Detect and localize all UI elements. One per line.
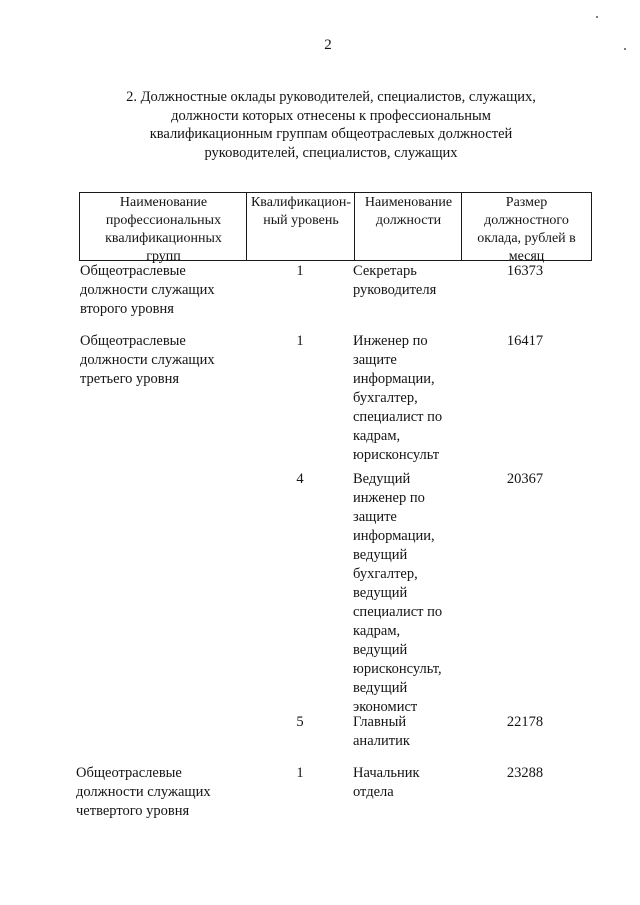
salary-cell: 23288 bbox=[506, 765, 544, 781]
heading-line: руководителей, специалистов, служащих bbox=[204, 144, 458, 161]
header-line: Наименование bbox=[364, 195, 453, 210]
position-line: ведущий bbox=[353, 547, 408, 563]
header-line: Размер bbox=[505, 195, 548, 210]
salary-cell: 22178 bbox=[506, 714, 544, 730]
position-line: специалист по bbox=[353, 604, 443, 620]
position-line: кадрам, bbox=[353, 428, 401, 444]
position-line: Секретарь bbox=[353, 263, 417, 279]
position-line: бухгалтер, bbox=[353, 566, 418, 582]
group-line: третьего уровня bbox=[80, 371, 180, 387]
header-line: должностного bbox=[484, 213, 569, 228]
position-cell bbox=[353, 764, 463, 802]
position-line: информации, bbox=[353, 528, 435, 544]
position-line: ведущий bbox=[353, 642, 408, 658]
salary-cell: 16417 bbox=[506, 333, 544, 349]
group-line: должности служащих bbox=[76, 784, 211, 800]
heading-line: должности которых отнесены к профессиональным bbox=[171, 107, 491, 124]
group-line: второго уровня bbox=[80, 301, 174, 317]
header-qualification-group bbox=[79, 192, 247, 264]
header-qualification-level bbox=[246, 192, 355, 261]
group-line: должности служащих bbox=[80, 282, 215, 298]
header-line: квалификационных bbox=[105, 231, 222, 246]
position-line: инженер по bbox=[353, 490, 425, 506]
position-line: ведущий bbox=[353, 680, 408, 696]
header-line: групп bbox=[146, 249, 181, 264]
level-cell: 1 bbox=[296, 333, 304, 349]
position-line: экономист bbox=[353, 699, 418, 715]
salary-cell: 16373 bbox=[506, 263, 544, 279]
position-line: кадрам, bbox=[353, 623, 401, 639]
position-line: отдела bbox=[353, 784, 394, 800]
group-line: должности служащих bbox=[80, 352, 215, 368]
header-position bbox=[354, 192, 462, 261]
group-line: четвертого уровня bbox=[76, 803, 190, 819]
heading-line: квалификационным группам общеотраслевых должностей bbox=[149, 126, 513, 142]
position-line: юрисконсульт, bbox=[353, 661, 442, 677]
level-cell: 5 bbox=[296, 714, 304, 730]
position-line: аналитик bbox=[353, 733, 410, 749]
header-line: оклада, рублей в bbox=[477, 231, 576, 246]
header-line: Квалификацион- bbox=[250, 195, 352, 210]
group-line: Общеотраслевые bbox=[80, 263, 186, 279]
heading-line: 2. Должностные оклады руководителей, специалистов, служащих, bbox=[126, 89, 536, 105]
level-cell: 1 bbox=[296, 765, 304, 781]
header-salary bbox=[461, 192, 592, 264]
level-cell: 4 bbox=[296, 471, 304, 487]
section-heading bbox=[96, 88, 566, 162]
position-line: специалист по bbox=[353, 409, 443, 425]
header-line: профессиональных bbox=[105, 213, 222, 228]
group-cell bbox=[76, 764, 246, 821]
level-cell: 1 bbox=[296, 263, 304, 279]
position-line: Инженер по bbox=[353, 333, 428, 349]
position-line: бухгалтер, bbox=[353, 390, 418, 406]
position-line: ведущий bbox=[353, 585, 408, 601]
position-line: Главный bbox=[353, 714, 407, 730]
salary-cell: 20367 bbox=[506, 471, 544, 487]
position-line: защите bbox=[353, 352, 397, 368]
scan-speck bbox=[624, 48, 626, 50]
position-line: руководителя bbox=[353, 282, 437, 298]
group-cell bbox=[80, 332, 250, 389]
position-line: защите bbox=[353, 509, 397, 525]
position-cell bbox=[353, 713, 463, 751]
group-line: Общеотраслевые bbox=[80, 333, 186, 349]
header-line: должности bbox=[375, 213, 442, 228]
group-line: Общеотраслевые bbox=[76, 765, 182, 781]
position-line: юрисконсульт bbox=[353, 447, 440, 463]
header-line: Наименование bbox=[119, 195, 208, 210]
position-line: Ведущий bbox=[353, 471, 411, 487]
header-line: месяц bbox=[508, 249, 545, 264]
position-line: Начальник bbox=[353, 765, 420, 781]
position-cell bbox=[353, 332, 463, 465]
group-cell bbox=[80, 262, 250, 319]
page-number: 2 bbox=[324, 37, 332, 53]
position-cell bbox=[353, 262, 463, 300]
position-line: информации, bbox=[353, 371, 435, 387]
header-line: ный уровень bbox=[263, 213, 339, 228]
scan-speck bbox=[596, 16, 598, 18]
position-cell bbox=[353, 470, 463, 717]
